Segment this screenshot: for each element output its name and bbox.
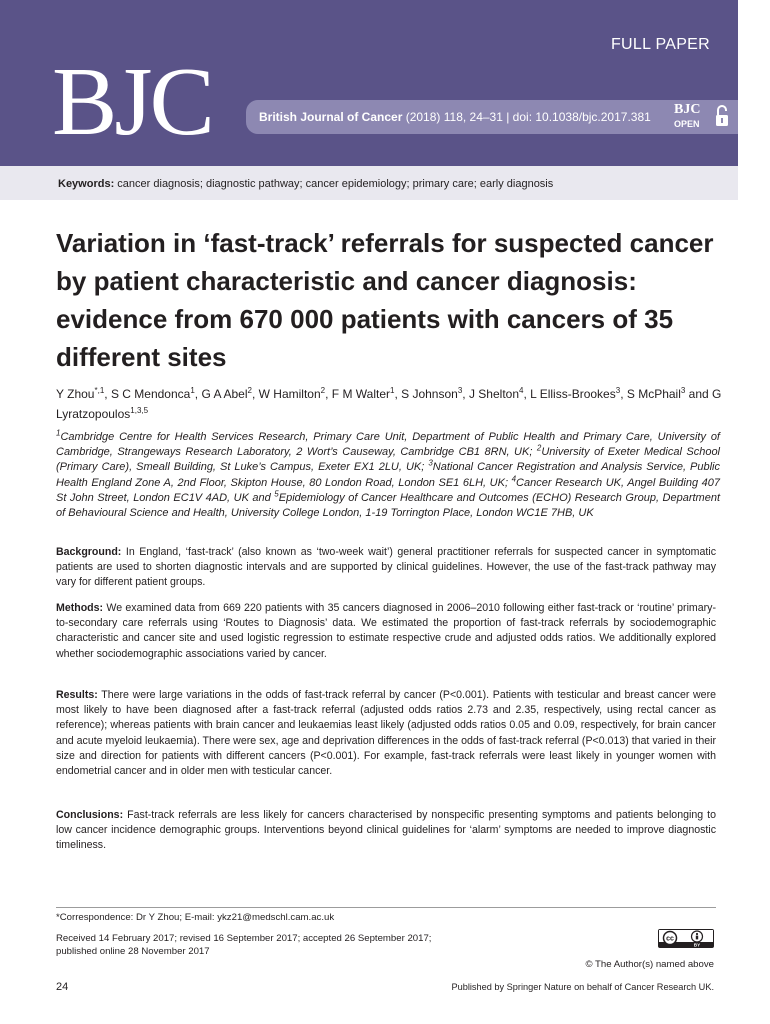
author-separator: , (394, 387, 402, 401)
abstract-conclusions (56, 808, 716, 854)
background-label: Background: (56, 546, 122, 558)
author-name: S McPhail (626, 387, 681, 401)
copyright-line: © The Author(s) named above (585, 959, 714, 970)
cc-by-icon (659, 930, 713, 947)
author-separator: , (251, 387, 259, 401)
affiliation-number: 3 (428, 458, 433, 468)
journal-name: British Journal of Cancer (259, 110, 403, 124)
journal-header-band (0, 0, 738, 166)
author-affiliation-mark: 1,3,5 (130, 406, 149, 415)
keywords (58, 178, 553, 190)
conclusions-label: Conclusions: (56, 809, 124, 821)
author-affiliation-mark: 4 (519, 386, 524, 395)
author-name: F M Walter (331, 387, 390, 401)
footnote-divider (56, 907, 716, 908)
abstract-methods (56, 601, 716, 662)
author-list (56, 384, 726, 424)
affiliation-text: Epidemiology of Cancer Healthcare and Outcomes (ECHO) Research Group, Department of Behavioural Science and Health, University College London, 1-19 Torrington Place, London WC1E 7HB, UK (56, 491, 720, 520)
author-name: G A Abel (201, 387, 248, 401)
open-access-badge (674, 102, 730, 132)
open-badge-label: OPEN (674, 119, 700, 129)
author-affiliation-mark: 1 (190, 386, 195, 395)
methods-text: We examined data from 669 220 patients with 35 cancers diagnosed in 2006–2010 following either fast-track or ‘routine’ primary-to-secondary care referrals using ‘Routes to Diagnosis’ data. We estimated the proportion of fast-track referrals by sociodemographic characteristic and cancer site and used logistic regression to estimate respective crude and adjusted odds ratios. We additionally explored whether sociodemographic associations varied by cancer. (56, 602, 716, 660)
correspondence-note: *Correspondence: Dr Y Zhou; E-mail: ykz21@medschl.cam.ac.uk (56, 912, 335, 923)
abstract-results (56, 688, 716, 779)
author-affiliation-mark: 3 (615, 386, 621, 395)
affiliation-text: University of Exeter Medical School (Primary Care), Smeall Building, St Luke’s Campus, Exeter EX1 2LU, UK; (56, 446, 721, 474)
by-label: BY (693, 942, 701, 947)
citation-bar (246, 100, 738, 134)
results-label: Results: (56, 689, 98, 701)
author-separator: , (523, 387, 531, 401)
affiliations (56, 430, 720, 521)
open-lock-icon (714, 104, 730, 128)
received-dates: Received 14 February 2017; revised 16 September 2017; accepted 26 September 2017; (56, 933, 432, 944)
author-separator: and (685, 387, 713, 401)
affiliation-number: 4 (511, 473, 517, 483)
author-affiliation-mark: 3 (680, 386, 686, 395)
affiliation-number: 5 (274, 489, 279, 499)
author-separator: , (104, 387, 111, 401)
cc-by-license-badge (658, 929, 714, 948)
affiliation-text: Cancer Research UK, Angel Building 407 St John Street, London EC1V 4AD, UK and (56, 476, 721, 504)
journal-logo: BJC (52, 48, 212, 156)
published-date: published online 28 November 2017 (56, 946, 210, 957)
keywords-text: cancer diagnosis; diagnostic pathway; cancer epidemiology; primary care; early diagnosis (114, 178, 554, 190)
page-number: 24 (56, 981, 69, 993)
author-name: L Elliss-Brookes (530, 387, 616, 401)
author-affiliation-mark: 2 (247, 386, 252, 395)
open-badge-logo: BJC (674, 102, 701, 117)
publisher-line: Published by Springer Nature on behalf of Cancer Research UK. (451, 982, 714, 992)
author-separator: , (325, 387, 332, 401)
cc-label: cc (666, 935, 674, 943)
methods-label: Methods: (56, 602, 104, 614)
author-affiliation-mark: 1 (390, 386, 395, 395)
section-label: FULL PAPER (610, 36, 710, 53)
citation-details: (2018) 118, 24–31 | doi: 10.1038/bjc.2017.381 (402, 110, 651, 124)
affiliation-text: National Cancer Registration and Analysis Service, Public Health England Zone A, 2nd Floor, Skipton House, 80 London Road, London SE1 6LH, UK; (56, 461, 720, 489)
author-affiliation-mark: 3 (457, 386, 463, 395)
author-name: Y Zhou (56, 387, 95, 401)
author-separator: , (620, 387, 627, 401)
background-text: In England, ‘fast-track’ (also known as ‘two-week wait’) general practitioner referrals for suspected cancer in symptomatic patients are used to shorten diagnostic intervals and are supported by clinical guidelines. However, the use of the fast-track pathway may vary for different patient groups. (56, 546, 716, 589)
author-affiliation-mark: 2 (320, 386, 326, 395)
author-name: S Johnson (401, 387, 458, 401)
affiliation-number: 1 (56, 428, 61, 438)
keywords-label: Keywords: (58, 178, 115, 190)
author-name: G Lyratzopoulos (56, 387, 722, 421)
author-separator: , (194, 387, 202, 401)
article-title: Variation in ‘fast-track’ referrals for suspected cancer by patient characteristic and cancer diagnosis: evidence from 670 000 patients with cancers of 35 different sites (56, 228, 714, 372)
author-name: S C Mendonca (110, 387, 191, 401)
abstract-background (56, 545, 716, 591)
results-text: There were large variations in the odds of fast-track referral by cancer (P<0.001). Patients with testicular and breast cancer were most likely to have been diagnosed after a fast-track referral (adjusted odds ratios 2.73 and 2.35, respectively, using rectal cancer as reference); whereas patients with brain cancer and leukaemias least likely (adjusted odds ratios 0.05 and 0.09, respectively, for brain cancer and acute myeloid leukaemia). There were sex, age and deprivation differences in the odds of fast-track referral (P<0.013) that varied in their size and direction for patients with different cancers (P<0.001). For example, fast-track referrals were least likely in younger women with endometrial cancer and in older men with testicular cancer. (56, 689, 716, 778)
affiliation-number: 2 (536, 443, 542, 453)
author-separator: , (462, 387, 469, 401)
citation-line (259, 100, 651, 134)
author-name: W Hamilton (258, 387, 321, 401)
affiliation-text: Cambridge Centre for Health Services Research, Primary Care Unit, Department of Public Health and Primary Care, University of Cambridge, Strangeways Research Laboratory, 2 Wort’s Causeway, Cambridge CB1 8RN, UK; (56, 431, 720, 459)
conclusions-text: Fast-track referrals are less likely for cancers characterised by nonspecific presenting symptoms and patients belonging to low cancer incidence demographic groups. Interventions beyond clinical guidelines for ‘alarm’ symptoms are needed to improve diagnostic timeliness. (56, 809, 716, 852)
author-name: J Shelton (468, 387, 520, 401)
author-affiliation-mark: *,1 (94, 386, 105, 395)
